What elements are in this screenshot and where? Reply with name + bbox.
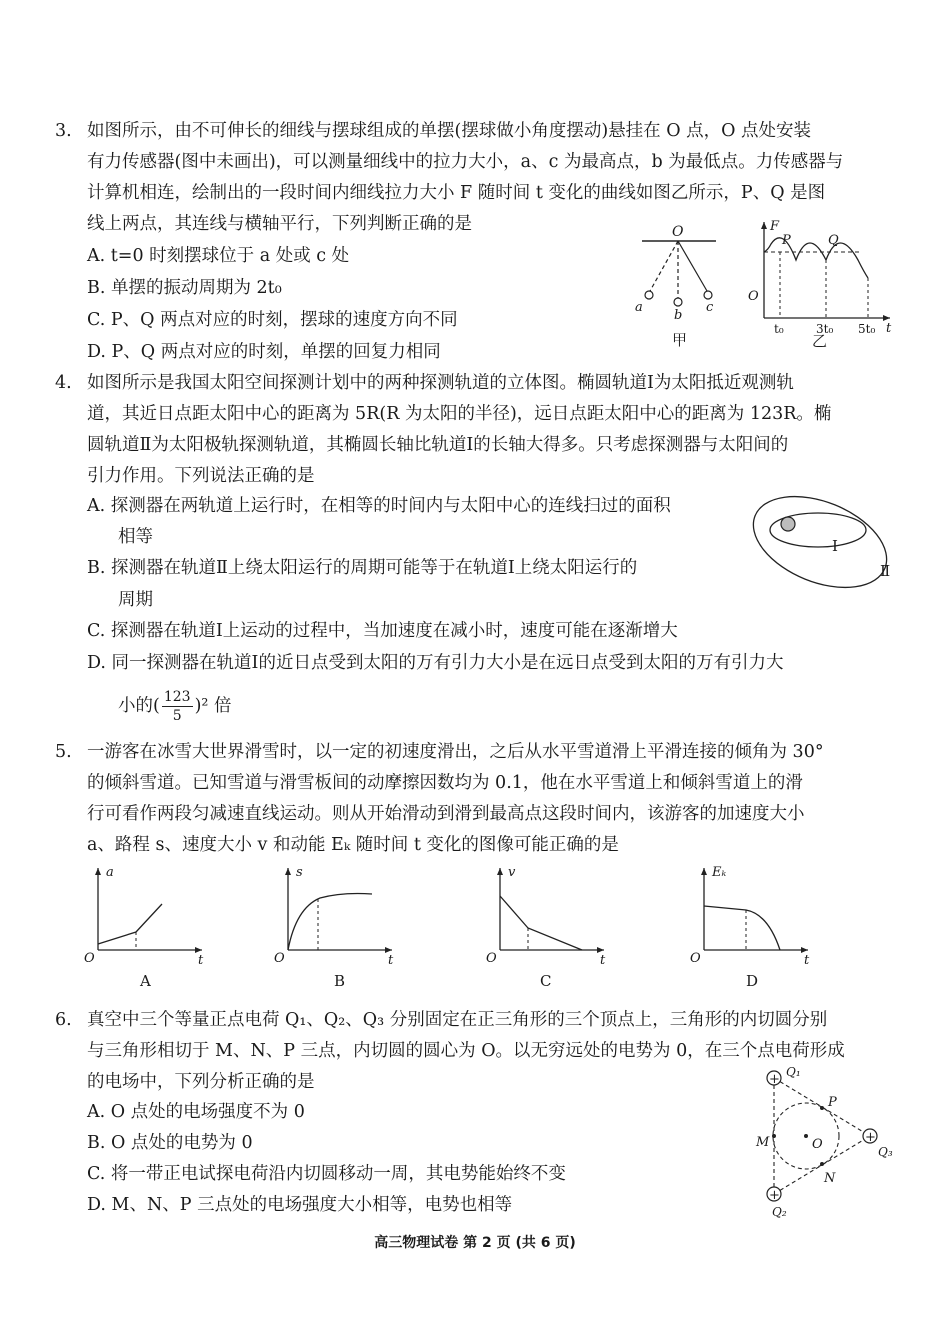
graph-a-svg xyxy=(82,860,212,990)
ball-c xyxy=(704,291,712,299)
label-f: F xyxy=(770,219,780,234)
point-p xyxy=(820,1106,824,1110)
question-text-line: 圆轨道Ⅱ为太阳极轨探测轨道，其椭圆长轴比轨道Ⅰ的长轴大得多。只考虑探测器与太阳间的 xyxy=(87,435,789,455)
option-a: A. t=0 时刻摆球位于 a 处或 c 处 xyxy=(87,246,350,266)
x-label: t xyxy=(600,953,606,968)
question-text-line: 有力传感器(图中未画出)，可以测量细线中的拉力大小，a、c 为最高点，b 为最低点。力传感器与 xyxy=(87,152,844,172)
option-c: C. P、Q 两点对应的时刻，摆球的速度方向不同 xyxy=(87,310,458,330)
option-d-prefix: 小的( xyxy=(118,696,160,716)
label-b: b xyxy=(674,308,683,323)
origin-label: O xyxy=(274,951,285,966)
graph-c-svg xyxy=(484,860,614,990)
option-b-line1: B. 探测器在轨道Ⅱ上绕太阳运行的周期可能等于在轨道Ⅰ上绕太阳运行的 xyxy=(87,558,638,578)
fraction-denominator: 5 xyxy=(172,708,182,724)
question-text-line: 道，其近日点距太阳中心的距离为 5R(R 为太阳的半径)，远日点距太阳中心的距离为 123R。椭 xyxy=(87,404,832,424)
graph-caption: D xyxy=(746,972,759,990)
label-o: O xyxy=(812,1137,823,1152)
y-axis-arrow xyxy=(95,868,101,875)
graph-b-curve xyxy=(288,894,372,951)
graph-a-curve xyxy=(98,904,162,944)
label-p: P xyxy=(828,1095,837,1110)
graph-d-curve xyxy=(704,906,780,950)
question-text-line: 如图所示是我国太阳空间探测计划中的两种探测轨道的立体图。椭圆轨道Ⅰ为太阳抵近观测轨 xyxy=(87,373,794,393)
figure-caption-yi: 乙 xyxy=(812,332,828,350)
y-label: Eₖ xyxy=(712,865,727,880)
pendulum-diagram xyxy=(630,225,730,355)
point-n xyxy=(820,1162,824,1166)
figure-orbits xyxy=(748,488,898,602)
page-footer: 高三物理试卷 第 2 页 (共 6 页) xyxy=(374,1235,576,1251)
point-m xyxy=(772,1134,776,1138)
y-label: s xyxy=(296,865,303,880)
graph-caption: A xyxy=(140,972,151,990)
fraction xyxy=(162,688,193,725)
x-label: t xyxy=(804,953,810,968)
graph-c xyxy=(484,860,614,994)
question-number: 5. xyxy=(55,742,72,762)
label-origin: O xyxy=(748,289,759,304)
fraction-numerator: 123 xyxy=(163,689,191,705)
option-a-line2: 相等 xyxy=(118,527,153,547)
graph-b xyxy=(272,860,402,994)
figure-pendulum xyxy=(630,225,730,359)
question-text-line: a、路程 s、速度大小 v 和动能 Eₖ 随时间 t 变化的图像可能正确的是 xyxy=(87,835,619,855)
option-c: C. 探测器在轨道Ⅰ上运动的过程中，当加速度在减小时，速度可能在逐渐增大 xyxy=(87,621,678,641)
y-axis-arrow xyxy=(701,868,707,875)
label-n: N xyxy=(824,1171,836,1186)
option-b: B. 单摆的振动周期为 2t₀ xyxy=(87,278,282,298)
option-d: D. M、N、P 三点处的电场强度大小相等，电势也相等 xyxy=(87,1195,513,1215)
orbit-diagram xyxy=(748,488,898,598)
figure-charges xyxy=(750,1064,900,1228)
label-t: t xyxy=(886,321,892,336)
label-q3: Q₃ xyxy=(878,1145,893,1159)
question-text-line: 的电场中，下列分析正确的是 xyxy=(87,1072,315,1092)
question-number: 4. xyxy=(55,373,72,393)
y-axis-arrow xyxy=(285,868,291,875)
f-axis-arrow xyxy=(761,222,767,229)
origin-label: O xyxy=(486,951,497,966)
question-text-line: 真空中三个等量正点电荷 Q₁、Q₂、Q₃ 分别固定在正三角形的三个顶点上，三角形的内切圆分别 xyxy=(87,1010,828,1030)
graph-caption: B xyxy=(334,972,346,990)
question-text-line: 线上两点，其连线与横轴平行，下列判断正确的是 xyxy=(87,214,472,234)
point-o xyxy=(804,1134,808,1138)
origin-label: O xyxy=(690,951,701,966)
option-d-line1: D. 同一探测器在轨道Ⅰ的近日点受到太阳的万有引力大小是在远日点受到太阳的万有引力大 xyxy=(87,653,784,673)
graph-c-curve xyxy=(500,896,582,950)
label-orbit-ii: Ⅱ xyxy=(880,562,891,580)
x-label: t xyxy=(388,953,394,968)
option-a-line1: A. 探测器在两轨道上运行时，在相等的时间内与太阳中心的连线扫过的面积 xyxy=(87,496,671,516)
tick-3t0: 3t₀ xyxy=(816,322,834,336)
figure-caption-jia: 甲 xyxy=(672,331,688,349)
label-orbit-i: Ⅰ xyxy=(832,537,838,555)
question-text-line: 如图所示，由不可伸长的细线与摆球组成的单摆(摆球做小角度摆动)悬挂在 O 点，O 点处安装 xyxy=(87,121,812,141)
graph-a xyxy=(82,860,212,994)
y-label: a xyxy=(106,865,114,880)
plus-sign-q1: + xyxy=(769,1072,780,1087)
option-d-line2 xyxy=(118,688,231,725)
question-number: 6. xyxy=(55,1010,72,1030)
sun xyxy=(781,517,795,531)
label-p: P xyxy=(782,233,791,248)
y-axis-arrow xyxy=(497,868,503,875)
label-c: c xyxy=(706,300,714,315)
tick-t0: t₀ xyxy=(774,322,784,336)
figure-force-time xyxy=(740,218,900,357)
graph-d-svg xyxy=(688,860,818,990)
ball-a xyxy=(645,291,653,299)
label-m: M xyxy=(756,1135,770,1150)
orbit-ii xyxy=(740,479,900,606)
string-c xyxy=(678,241,707,291)
question-text-line: 引力作用。下列说法正确的是 xyxy=(87,466,315,486)
origin-label: O xyxy=(84,951,95,966)
tick-5t0: 5t₀ xyxy=(858,322,876,336)
option-d: D. P、Q 两点对应的时刻，单摆的回复力相同 xyxy=(87,342,441,362)
graph-d xyxy=(688,860,818,994)
question-text-line: 计算机相连，绘制出的一段时间内细线拉力大小 F 随时间 t 变化的曲线如图乙所示，P、Q 是图 xyxy=(87,183,826,203)
question-text-line: 一游客在冰雪大世界滑雪时，以一定的初速度滑出，之后从水平雪道滑上平滑连接的倾角为 30° xyxy=(87,742,824,762)
y-label: v xyxy=(508,865,516,880)
option-c: C. 将一带正电试探电荷沿内切圆移动一周，其电势能始终不变 xyxy=(87,1164,566,1184)
label-o: O xyxy=(672,224,684,240)
graph-b-svg xyxy=(272,860,402,990)
force-time-graph xyxy=(740,218,900,353)
label-q: Q xyxy=(828,233,839,248)
option-d-suffix: )² 倍 xyxy=(194,696,232,716)
x-label: t xyxy=(198,953,204,968)
option-b-line2: 周期 xyxy=(118,590,153,610)
option-a: A. O 点处的电场强度不为 0 xyxy=(87,1102,305,1122)
graph-caption: C xyxy=(540,972,552,990)
plus-sign-q2: + xyxy=(769,1188,780,1203)
question-number: 3. xyxy=(55,121,72,141)
question-text-line: 与三角形相切于 M、N、P 三点，内切圆的圆心为 O。以无穷远处的电势为 0，在三个点电荷形成 xyxy=(87,1041,845,1061)
label-q1: Q₁ xyxy=(786,1065,801,1079)
string-a xyxy=(650,241,678,291)
question-5 xyxy=(55,737,915,861)
question-text-line: 行可看作两段匀减速直线运动。则从开始滑动到滑到最高点这段时间内，该游客的加速度大小 xyxy=(87,804,805,824)
question-4 xyxy=(55,368,915,492)
ball-b xyxy=(674,298,682,306)
charges-diagram xyxy=(750,1064,900,1224)
label-q2: Q₂ xyxy=(772,1205,787,1219)
option-b: B. O 点处的电势为 0 xyxy=(87,1133,253,1153)
plus-sign-q3: + xyxy=(865,1130,876,1145)
label-a: a xyxy=(635,300,643,315)
question-text-line: 的倾斜雪道。已知雪道与滑雪板间的动摩擦因数均为 0.1，他在水平雪道上和倾斜雪道上的滑 xyxy=(87,773,803,793)
